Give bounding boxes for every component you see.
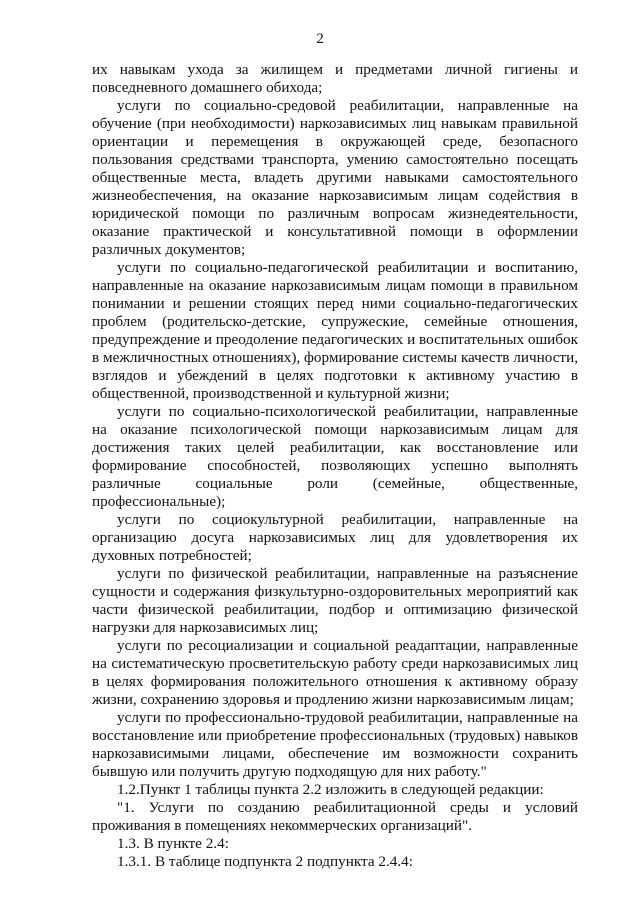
- paragraph: "1. Услуги по созданию реабилитационной среды и условий проживания в помещениях некоммерческих организаций".: [92, 799, 578, 834]
- paragraph: 1.3.1. В таблице подпункта 2 подпункта 2.4.4:: [117, 853, 413, 870]
- paragraph: их навыкам ухода за жилищем и предметами личной гигиены и повседневного домашнего обихода;: [92, 61, 578, 96]
- paragraph: услуги по социально-психологической реабилитации, направленные на оказание психологической помощи наркозависимым лицам для достижения таких целей реабилитации, как восстановление или формирование способностей, позволяющих успешно выполнять различные социальные роли (семейные, общественные, профессиональные);: [92, 403, 578, 510]
- paragraph: услуги по профессионально-трудовой реабилитации, направленные на восстановление или приобретение профессиональных (трудовых) навыков наркозависимыми лицами, обеспечение им возможности сохранить бывшую или получить другую подходящую для них работу.": [92, 709, 578, 780]
- paragraph: 1.2.Пункт 1 таблицы пункта 2.2 изложить в следующей редакции:: [117, 781, 544, 798]
- paragraph: услуги по социокультурной реабилитации, направленные на организацию досуга наркозависимых лиц для удовлетворения их духовных потребностей;: [92, 511, 578, 564]
- paragraph: услуги по социально-педагогической реабилитации и воспитанию, направленные на оказание наркозависимым лицам помощи в правильном понимании и решении стоящих перед ними социально-педагогических проблем (родительско-детские, супружеские, семейные отношения, предупреждение и преодоление педагогических и воспитательных ошибок в межличностных отношениях), формирование системы качеств личности, взглядов и убеждений в целях подготовки к активному участию в общественной, производственной и культурной жизни;: [92, 259, 578, 402]
- paragraph: 1.3. В пункте 2.4:: [117, 835, 229, 852]
- paragraph: услуги по социально-средовой реабилитации, направленные на обучение (при необходимости) наркозависимых лиц навыкам правильной ориентации и перемещения в окружающей среде, безопасного пользования средствами транспорта, умению самостоятельно посещать общественные места, владеть другими навыками самостоятельного жизнеобеспечения, на оказание наркозависимым лицам содействия в юридической помощи по различным вопросам жизнедеятельности, оказание практической и консультативной помощи в оформлении различных документов;: [92, 97, 578, 258]
- page-number: 2: [316, 30, 324, 47]
- paragraph: услуги по ресоциализации и социальной реадаптации, направленные на систематическую просветительскую работу среди наркозависимых лиц в целях формирования положительного отношения к активному образу жизни, сохранению здоровья и продлению жизни наркозависимым лицам;: [92, 637, 578, 708]
- document-body: [92, 61, 578, 871]
- paragraph: услуги по физической реабилитации, направленные на разъяснение сущности и содержания физкультурно-оздоровительных мероприятий как части физической реабилитации, подбор и оптимизацию физической нагрузки для наркозависимых лиц;: [92, 565, 578, 636]
